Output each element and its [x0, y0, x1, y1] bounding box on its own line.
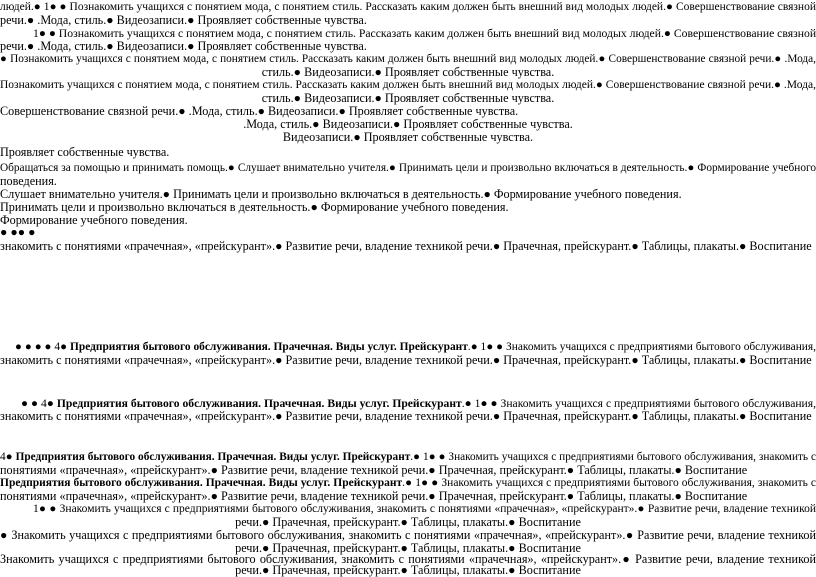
- text-line: Принимать цели и произвольно включаться в деятельность.● Формирование учебного поведения.: [0, 200, 509, 214]
- bullet-prefix: ● ● 4●: [21, 397, 57, 410]
- text-line: Знакомить учащихся с предприятиями бытового обслуживания, знакомить с понятиями «прачечная», «прейскурант».● Развитие речи, владение техникой: [0, 552, 816, 566]
- text-line: .Мода, стиль.● Видеозаписи.● Проявляет собственные чувства.: [243, 117, 573, 131]
- text-line: Обращаться за помощью и принимать помощь.● Слушает внимательно учителя.● Принимать цели и произвольно включаться в деятельность.● Формирование учебного: [0, 162, 816, 174]
- text-line: Познакомить учащихся с понятием мода, с понятием стиль. Рассказать каким должен быть внешний вид молодых людей.● Совершенствование связной речи.● .Мода,: [0, 79, 816, 91]
- lesson-goal-text: .● 1● ● Знакомить учащихся с предприятиями бытового обслуживания,: [467, 341, 816, 353]
- text-line: Совершенствование связной речи.● .Мода, стиль.● Видеозаписи.● Проявляет собственные чувства.: [0, 104, 519, 118]
- text-line: знакомить с понятиями «прачечная», «прейскурант».● Развитие речи, владение техникой речи.● Прачечная, прейскурант.● Таблицы, плакаты.● Воспитание: [0, 353, 812, 367]
- text-line: знакомить с понятиями «прачечная», «прейскурант».● Развитие речи, владение техникой речи.● Прачечная, прейскурант.● Таблицы, плакаты.● Воспитание: [0, 409, 812, 423]
- lesson-topic-title: Предприятия бытового обслуживания. Прачечная. Виды услуг. Прейскурант: [56, 397, 462, 410]
- text-line: 1● ● Познакомить учащихся с понятием мода, с понятием стиль. Рассказать каким должен быть внешний вид молодых людей.● Совершенствование связной: [33, 27, 816, 40]
- text-line: ● Знакомить учащихся с предприятиями бытового обслуживания, знакомить с понятиями «прачечная», «прейскурант».● Развитие речи, владение техникой: [0, 528, 816, 542]
- text-line: речи.● Прачечная, прейскурант.● Таблицы, плакаты.● Воспитание: [235, 563, 581, 577]
- text-line: 1● ● Знакомить учащихся с предприятиями бытового обслуживания, знакомить с понятиями «прачечная», «прейскурант».● Развитие речи, владение техникой: [33, 503, 816, 515]
- text-line: речи.● .Мода, стиль.● Видеозаписи.● Проявляет собственные чувства.: [0, 13, 367, 27]
- text-line: людей.● 1● ● Познакомить учащихся с понятием мода, с понятием стиль. Рассказать каким должен быть внешний вид молодых людей.● Совершенствование связной: [0, 1, 816, 13]
- text-line: Видеозаписи.● Проявляет собственные чувства.: [282, 130, 534, 144]
- lesson-topic-title: Предприятия бытового обслуживания. Прачечная. Виды услуг. Прейскурант: [15, 451, 411, 463]
- text-line: Слушает внимательно учителя.● Принимать цели и произвольно включаться в деятельность.● Формирование учебного поведения.: [0, 187, 682, 201]
- lesson-goal-text: .● 1● ● Знакомить учащихся с предприятиями бытового обслуживания, знакомить с: [402, 477, 816, 489]
- text-line: поведения.: [0, 174, 57, 188]
- bullet-prefix: ● ● ● ● 4●: [15, 341, 71, 353]
- text-line: понятиями «прачечная», «прейскурант».● Развитие речи, владение техникой речи.● Прачечная, прейскурант.● Таблицы, плакаты.● Воспитание: [0, 489, 748, 503]
- text-line: речи.● .Мода, стиль.● Видеозаписи.● Проявляет собственные чувства.: [0, 39, 367, 53]
- bullet-line: ● ●● ●: [0, 225, 36, 239]
- lesson-topic-title: Предприятия бытового обслуживания. Прачечная. Виды услуг. Прейскурант: [0, 477, 403, 489]
- lesson-topic-title: Предприятия бытового обслуживания. Прачечная. Виды услуг. Прейскурант: [70, 341, 468, 353]
- text-line: понятиями «прачечная», «прейскурант».● Развитие речи, владение техникой речи.● Прачечная, прейскурант.● Таблицы, плакаты.● Воспитание: [0, 463, 748, 477]
- text-line: знакомить с понятиями «прачечная», «прейскурант».● Развитие речи, владение техникой речи.● Прачечная, прейскурант.● Таблицы, плакаты.● Воспитание: [0, 239, 812, 253]
- text-line: стиль.● Видеозаписи.● Проявляет собственные чувства.: [261, 91, 555, 105]
- lesson-goal-text: .● 1● ● Знакомить учащихся с предприятиями бытового обслуживания, знакомить с: [410, 451, 816, 463]
- bullet-prefix: 4●: [0, 451, 16, 463]
- text-line: речи.● Прачечная, прейскурант.● Таблицы, плакаты.● Воспитание: [235, 515, 581, 529]
- text-line: Формирование учебного поведения.: [0, 213, 188, 227]
- lesson-goal-text: .● 1● ● Знакомить учащихся с предприятиями бытового обслуживания,: [461, 397, 816, 410]
- text-line: стиль.● Видеозаписи.● Проявляет собственные чувства.: [261, 65, 555, 79]
- text-line: речи.● Прачечная, прейскурант.● Таблицы, плакаты.● Воспитание: [235, 541, 581, 555]
- text-line: ● Познакомить учащихся с понятием мода, с понятием стиль. Рассказать каким должен быть внешний вид молодых людей.● Совершенствование связной речи.● .Мода,: [0, 53, 816, 65]
- text-line: Проявляет собственные чувства.: [0, 145, 170, 159]
